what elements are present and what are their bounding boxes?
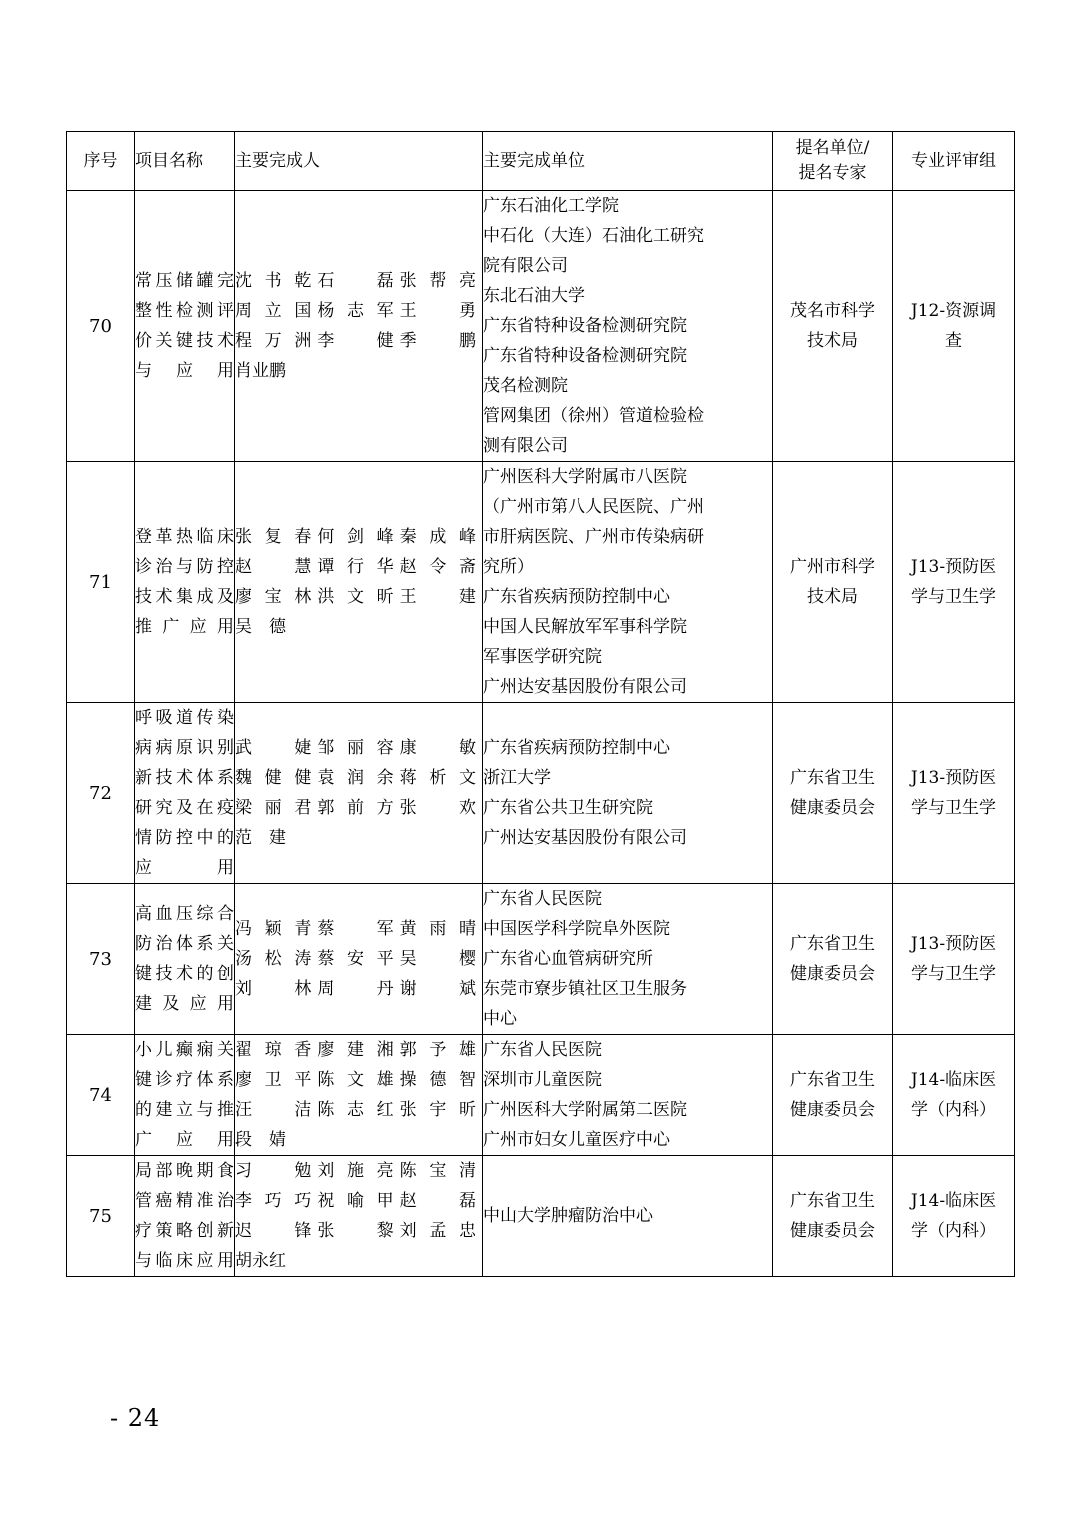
nominator-line: 广州市科学	[790, 557, 875, 577]
person-name: 翟琼香	[235, 1040, 312, 1060]
person-name: 刘施亮	[317, 1161, 394, 1181]
table-row	[67, 462, 1015, 703]
cell-nominator	[773, 462, 893, 703]
unit-line: 广东石油化工学院	[483, 196, 619, 216]
cell-nominator	[773, 1156, 893, 1277]
people-line	[235, 356, 482, 386]
person-name: 汤松涛	[235, 949, 312, 969]
header-project-title: 项目名称	[135, 132, 235, 191]
people-line	[235, 1216, 482, 1246]
people-line	[235, 552, 482, 582]
table-row	[67, 1156, 1015, 1277]
person-name: 肖业鹏	[235, 361, 286, 381]
nominator-line: 健康委员会	[790, 964, 875, 984]
people-line	[235, 914, 482, 944]
person-name: 赵 磊	[399, 1191, 476, 1211]
cell-review-group	[893, 1035, 1015, 1156]
cell-project-title: 呼吸道传染病病原识别新技术体系研究及在疫情防控中的应用	[135, 703, 235, 884]
person-name: 秦成峰	[399, 527, 476, 547]
awards-table-container	[66, 131, 1014, 1277]
unit-line: 中石化（大连）石油化工研究	[483, 226, 704, 246]
unit-line: 广东省公共卫生研究院	[483, 798, 653, 818]
people-line	[235, 763, 482, 793]
cell-review-group	[893, 191, 1015, 462]
person-name: 洪文昕	[317, 587, 394, 607]
people-line	[235, 944, 482, 974]
cell-main-units	[483, 884, 773, 1035]
table-row	[67, 884, 1015, 1035]
person-name: 周立国	[235, 301, 312, 321]
person-name: 李 健	[317, 331, 394, 351]
person-name: 蔡安平	[317, 949, 394, 969]
person-name: 何剑峰	[317, 527, 394, 547]
person-name: 迟 锋	[235, 1221, 312, 1241]
person-name: 廖宝林	[235, 587, 312, 607]
unit-line: 广东省特种设备检测研究院	[483, 346, 687, 366]
people-line	[235, 326, 482, 356]
nominator-line: 健康委员会	[790, 798, 875, 818]
unit-line: 中国人民解放军军事科学院	[483, 617, 687, 637]
nominator-line: 广东省卫生	[790, 1070, 875, 1090]
header-no: 序号	[67, 132, 135, 191]
unit-line: 深圳市儿童医院	[483, 1070, 602, 1090]
person-name: 赵令斋	[399, 557, 476, 577]
cell-main-units	[483, 1156, 773, 1277]
unit-line: 军事医学研究院	[483, 647, 602, 667]
unit-line: 广东省心血管病研究所	[483, 949, 653, 969]
unit-line: 测有限公司	[483, 436, 568, 456]
people-line	[235, 1125, 482, 1155]
person-name: 陈宝清	[399, 1161, 476, 1181]
person-name: 汪 洁	[235, 1100, 312, 1120]
person-name: 杨志军	[317, 301, 394, 321]
table-row	[67, 191, 1015, 462]
unit-line: 茂名检测院	[483, 376, 568, 396]
review-group-line: 学（内科）	[911, 1221, 996, 1241]
unit-line: 中国医学科学院阜外医院	[483, 919, 670, 939]
person-name: 黄雨晴	[399, 919, 476, 939]
table-body	[67, 191, 1015, 1277]
cell-main-units	[483, 462, 773, 703]
cell-main-units	[483, 1035, 773, 1156]
unit-line: 广州达安基因股份有限公司	[483, 828, 687, 848]
people-line	[235, 1186, 482, 1216]
cell-project-title: 登革热临床诊治与防控技术集成及推广应用	[135, 462, 235, 703]
person-name: 胡永红	[235, 1251, 286, 1271]
people-line	[235, 823, 482, 853]
review-group-line: 学与卫生学	[911, 964, 996, 984]
person-name: 祝喻甲	[317, 1191, 394, 1211]
person-name: 郭前方	[317, 798, 394, 818]
people-line	[235, 582, 482, 612]
unit-line: 广州医科大学附属市八医院	[483, 467, 687, 487]
person-name: 张 欢	[399, 798, 476, 818]
header-nominator-line2: 提名专家	[798, 163, 867, 183]
person-name: 谭行华	[317, 557, 394, 577]
review-group-line: J14-临床医	[910, 1070, 997, 1090]
person-name: 习 勉	[235, 1161, 312, 1181]
person-name: 赵 慧	[235, 557, 312, 577]
unit-line: 广东省疾病预防控制中心	[483, 738, 670, 758]
unit-line: 广东省特种设备检测研究院	[483, 316, 687, 336]
person-name: 张复春	[235, 527, 312, 547]
person-name: 操德智	[399, 1070, 476, 1090]
table-row	[67, 1035, 1015, 1156]
person-name: 梁丽君	[235, 798, 312, 818]
cell-main-people	[235, 703, 483, 884]
person-name: 武 婕	[235, 738, 312, 758]
awards-table	[66, 131, 1015, 1277]
people-line	[235, 1065, 482, 1095]
cell-serial-number: 74	[67, 1035, 135, 1156]
cell-serial-number: 70	[67, 191, 135, 462]
review-group-line: J13-预防医	[910, 934, 997, 954]
people-line	[235, 1156, 482, 1186]
person-name: 谢 斌	[399, 979, 476, 999]
review-group-line: J13-预防医	[910, 557, 997, 577]
review-group-line: J12-资源调	[910, 301, 997, 321]
person-name: 吴 德	[235, 617, 286, 637]
header-main-units: 主要完成单位	[483, 132, 773, 191]
nominator-line: 技术局	[807, 587, 858, 607]
person-name: 蒋析文	[399, 768, 476, 788]
review-group-line: 查	[945, 331, 962, 351]
people-line	[235, 266, 482, 296]
person-name: 张帮亮	[399, 271, 476, 291]
unit-line: 广州市妇女儿童医疗中心	[483, 1130, 670, 1150]
unit-line: （广州市第八人民医院、广州	[483, 497, 704, 517]
cell-main-units	[483, 703, 773, 884]
header-main-people: 主要完成人	[235, 132, 483, 191]
person-name: 季 鹏	[399, 331, 476, 351]
cell-main-people	[235, 462, 483, 703]
review-group-line: 学（内科）	[911, 1100, 996, 1120]
cell-main-units	[483, 191, 773, 462]
table-header-row	[67, 132, 1015, 191]
people-line	[235, 522, 482, 552]
unit-line: 市肝病医院、广州市传染病研	[483, 527, 704, 547]
unit-line: 中心	[483, 1009, 517, 1029]
cell-project-title: 局部晚期食管癌精准治疗策略创新与临床应用	[135, 1156, 235, 1277]
people-line	[235, 296, 482, 326]
person-name: 邹丽容	[317, 738, 394, 758]
cell-main-people	[235, 884, 483, 1035]
review-group-line: J14-临床医	[910, 1191, 997, 1211]
person-name: 段 婧	[235, 1130, 286, 1150]
cell-review-group	[893, 884, 1015, 1035]
cell-project-title: 小儿癫痫关键诊疗体系的建立与推广应用	[135, 1035, 235, 1156]
person-name: 冯颖青	[235, 919, 312, 939]
cell-review-group	[893, 462, 1015, 703]
person-name: 王 勇	[399, 301, 476, 321]
person-name: 周 丹	[317, 979, 394, 999]
people-line	[235, 1095, 482, 1125]
unit-line: 浙江大学	[483, 768, 551, 788]
cell-nominator	[773, 703, 893, 884]
cell-main-people	[235, 1156, 483, 1277]
people-line	[235, 974, 482, 1004]
unit-line: 广东省人民医院	[483, 1040, 602, 1060]
cell-nominator	[773, 884, 893, 1035]
person-name: 张 黎	[317, 1221, 394, 1241]
person-name: 康 敏	[399, 738, 476, 758]
person-name: 范 建	[235, 828, 286, 848]
cell-nominator	[773, 191, 893, 462]
person-name: 蔡 军	[317, 919, 394, 939]
nominator-line: 广东省卫生	[790, 1191, 875, 1211]
header-nominator	[773, 132, 893, 191]
person-name: 程万洲	[235, 331, 312, 351]
person-name: 张宇昕	[399, 1100, 476, 1120]
page-number: - 24	[110, 1404, 161, 1432]
person-name: 王 建	[399, 587, 476, 607]
nominator-line: 健康委员会	[790, 1100, 875, 1120]
unit-line: 广州达安基因股份有限公司	[483, 677, 687, 697]
cell-serial-number: 72	[67, 703, 135, 884]
cell-review-group	[893, 1156, 1015, 1277]
unit-line: 中山大学肿瘤防治中心	[483, 1206, 653, 1226]
header-nominator-line1: 提名单位/	[795, 138, 870, 158]
unit-line: 东北石油大学	[483, 286, 585, 306]
people-line	[235, 733, 482, 763]
header-review-group: 专业评审组	[893, 132, 1015, 191]
cell-nominator	[773, 1035, 893, 1156]
person-name: 廖卫平	[235, 1070, 312, 1090]
person-name: 沈书乾	[235, 271, 312, 291]
person-name: 廖建湘	[317, 1040, 394, 1060]
nominator-line: 广东省卫生	[790, 768, 875, 788]
people-line	[235, 793, 482, 823]
unit-line: 究所）	[483, 557, 534, 577]
person-name: 魏健健	[235, 768, 312, 788]
person-name: 石 磊	[317, 271, 394, 291]
review-group-line: 学与卫生学	[911, 798, 996, 818]
people-line	[235, 612, 482, 642]
cell-project-title: 高血压综合防治体系关键技术的创建及应用	[135, 884, 235, 1035]
person-name: 陈志红	[317, 1100, 394, 1120]
cell-main-people	[235, 191, 483, 462]
unit-line: 广东省人民医院	[483, 889, 602, 909]
person-name: 李巧巧	[235, 1191, 312, 1211]
unit-line: 院有限公司	[483, 256, 568, 276]
nominator-line: 技术局	[807, 331, 858, 351]
person-name: 刘孟忠	[399, 1221, 476, 1241]
people-line	[235, 1035, 482, 1065]
person-name: 刘 林	[235, 979, 312, 999]
nominator-line: 广东省卫生	[790, 934, 875, 954]
unit-line: 广州医科大学附属第二医院	[483, 1100, 687, 1120]
unit-line: 广东省疾病预防控制中心	[483, 587, 670, 607]
cell-serial-number: 75	[67, 1156, 135, 1277]
review-group-line: 学与卫生学	[911, 587, 996, 607]
unit-line: 管网集团（徐州）管道检验检	[483, 406, 704, 426]
cell-review-group	[893, 703, 1015, 884]
cell-main-people	[235, 1035, 483, 1156]
review-group-line: J13-预防医	[910, 768, 997, 788]
nominator-line: 健康委员会	[790, 1221, 875, 1241]
cell-serial-number: 71	[67, 462, 135, 703]
people-line	[235, 1246, 482, 1276]
person-name: 郭予雄	[399, 1040, 476, 1060]
person-name: 吴 樱	[399, 949, 476, 969]
nominator-line: 茂名市科学	[790, 301, 875, 321]
unit-line: 东莞市寮步镇社区卫生服务	[483, 979, 687, 999]
person-name: 陈文雄	[317, 1070, 394, 1090]
cell-serial-number: 73	[67, 884, 135, 1035]
cell-project-title: 常压储罐完整性检测评价关键技术与应用	[135, 191, 235, 462]
person-name: 袁润余	[317, 768, 394, 788]
table-row	[67, 703, 1015, 884]
